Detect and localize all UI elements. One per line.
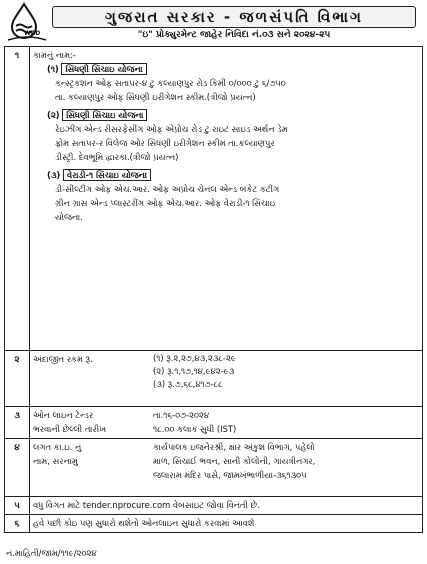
scheme-title: વેરાડી-૧ સિંચાઇ યોજના [63, 169, 151, 181]
last-date-label: ઓન લાઇન ટેન્ડર [33, 410, 94, 420]
table-row [5, 439, 423, 497]
estimated-amount-cell [30, 351, 423, 407]
scheme-number: (૨) [47, 110, 60, 120]
more-info-text: વધુ વિગત માટે tender.nprocure.com વેબસાઇટ જોવા વિનંતી છે. [30, 497, 423, 515]
table-row [5, 47, 423, 351]
office-address-line: જલારામ મંદિર પાસે, જામખંભાળીયા-૩૬૧૩૦૫ [153, 470, 307, 480]
last-date-cell [30, 407, 423, 439]
scheme-item [33, 62, 419, 104]
page-subtitle: "ઇ" પ્રોક્યુરમેન્ટ જાહેર નિવિદા નં.૦૩ સને ૨૦૨૪-૨૫ [137, 30, 331, 40]
row-number: ૨ [5, 351, 30, 407]
last-date-value: તા.૧૬-૦૭-૨૦૨૪ [153, 410, 210, 420]
amount-value: (૩) રૂ.૭,૬૮,૪૧૭-૮૮ [153, 379, 223, 389]
page-title: ગુજરાત સરકાર - જળસંપતિ વિભાગ [52, 6, 416, 28]
scheme-item [33, 168, 419, 224]
last-date-label: ભરવાની છેલ્લી તારીખ [33, 424, 107, 434]
scheme-desc-line: ગ્રીન ગ્રાસ એન્ડ પ્લાસ્ટરીંગ ઓફ એચ.આર. ઓફ વેરાડી-૧ સિંચાઇ [55, 198, 275, 208]
scheme-desc-line: યોજના. [55, 212, 83, 222]
scheme-desc-line: કન્સ્ટ્રકશન ઓફ સતાપર-૪ ટુ કલ્યાણપુર રોડ કિમી ૦/૦૦૦ ટુ ૬/૭૫૦ [55, 78, 286, 88]
table-row [5, 497, 423, 515]
row-number: ૧ [5, 47, 30, 351]
amount-value: (૧) રૂ.૨,૨૭,૪૩,૨૩૮-૨૯ [153, 353, 236, 363]
tender-table [4, 46, 423, 533]
work-name-cell [30, 47, 423, 351]
water-drop-icon [4, 2, 48, 44]
header [4, 2, 423, 44]
office-label: નામ, સરનામું [33, 456, 78, 466]
logo-text: WRD [24, 30, 41, 37]
scheme-desc-line: ડી-સીલ્ટીંગ ઓફ એચ.આર. ઓફ અપ્રોચ ચેનલ એન્ડ બકેટ કટીંગ [55, 184, 280, 194]
amount-list [153, 352, 236, 391]
scheme-desc-line: ફ્રોમ સતાપર-ર વિલેજ ઓર સિંધણી ઇરીગેશન સ્કીમ તા.કલ્યાણપુર [55, 138, 275, 148]
last-date-time: ૧૮.૦૦ કલાક સુધી (IST) [153, 424, 237, 434]
office-address-line: કાર્યપાલક ઇજનેરશ્રી, ક્ષાર અંકુશ વિભાગ, પહેલો [153, 442, 315, 452]
wrd-logo [4, 2, 48, 44]
table-row [5, 407, 423, 439]
office-label: લગત કા.ઇ. નું [33, 442, 82, 452]
table-row [5, 515, 423, 533]
scheme-number: (૩) [47, 170, 61, 180]
scheme-number: (૧) [47, 64, 59, 74]
row-number: ૫ [5, 497, 30, 515]
scheme-desc-line: ડીસ્ટ્રી. દેવભૂમિ દ્વારકા.(ત્રીજો પ્રયત્ન) [55, 152, 179, 162]
scheme-item [33, 108, 419, 164]
estimated-amount-label: અંદાજીત રકમ રૂ. [33, 354, 93, 364]
work-name-label: કામનું નામ:- [33, 50, 76, 60]
row-number: ૬ [5, 515, 30, 533]
row-number: ૪ [5, 439, 30, 497]
notice-reference: નં.માહિતી/જામ/૧૧૯/૨૦૨૪ [6, 548, 97, 558]
office-address-line: માળ, સિંચાઈ ભવન, સાની કોલોની, ગાયત્રીનગર, [153, 456, 316, 466]
table-row [5, 351, 423, 407]
amendment-note-text: હવે પછી કોઇ પણ સુધારો થશેતો ઓનલાઇન સુધારો કરવામાં આવશે [30, 515, 423, 533]
office-address-cell [30, 439, 423, 497]
scheme-desc-line: તા. કલ્યાણપુર ઓફ સિંધણી ઇરીગેશન સ્કીમ.(ત્રીજો પ્રયત્ન) [55, 92, 256, 102]
scheme-title: સિંધણી સિંચાઇ યોજના [61, 63, 146, 75]
scheme-desc-line: રેઇઝીંગ એન્ડ રીસરફેસીંગ ઓફ એપ્રોચ રોડ ટુ રાઇટ સાઇડ અર્થન ડેમ [55, 124, 288, 134]
amount-value: (૨) રૂ.૧,૧૭,૧૪,૯૪૨-૯૩ [153, 366, 235, 376]
row-number: ૩ [5, 407, 30, 439]
scheme-title: સિંધણી સિંચાઇ યોજના [62, 109, 147, 121]
